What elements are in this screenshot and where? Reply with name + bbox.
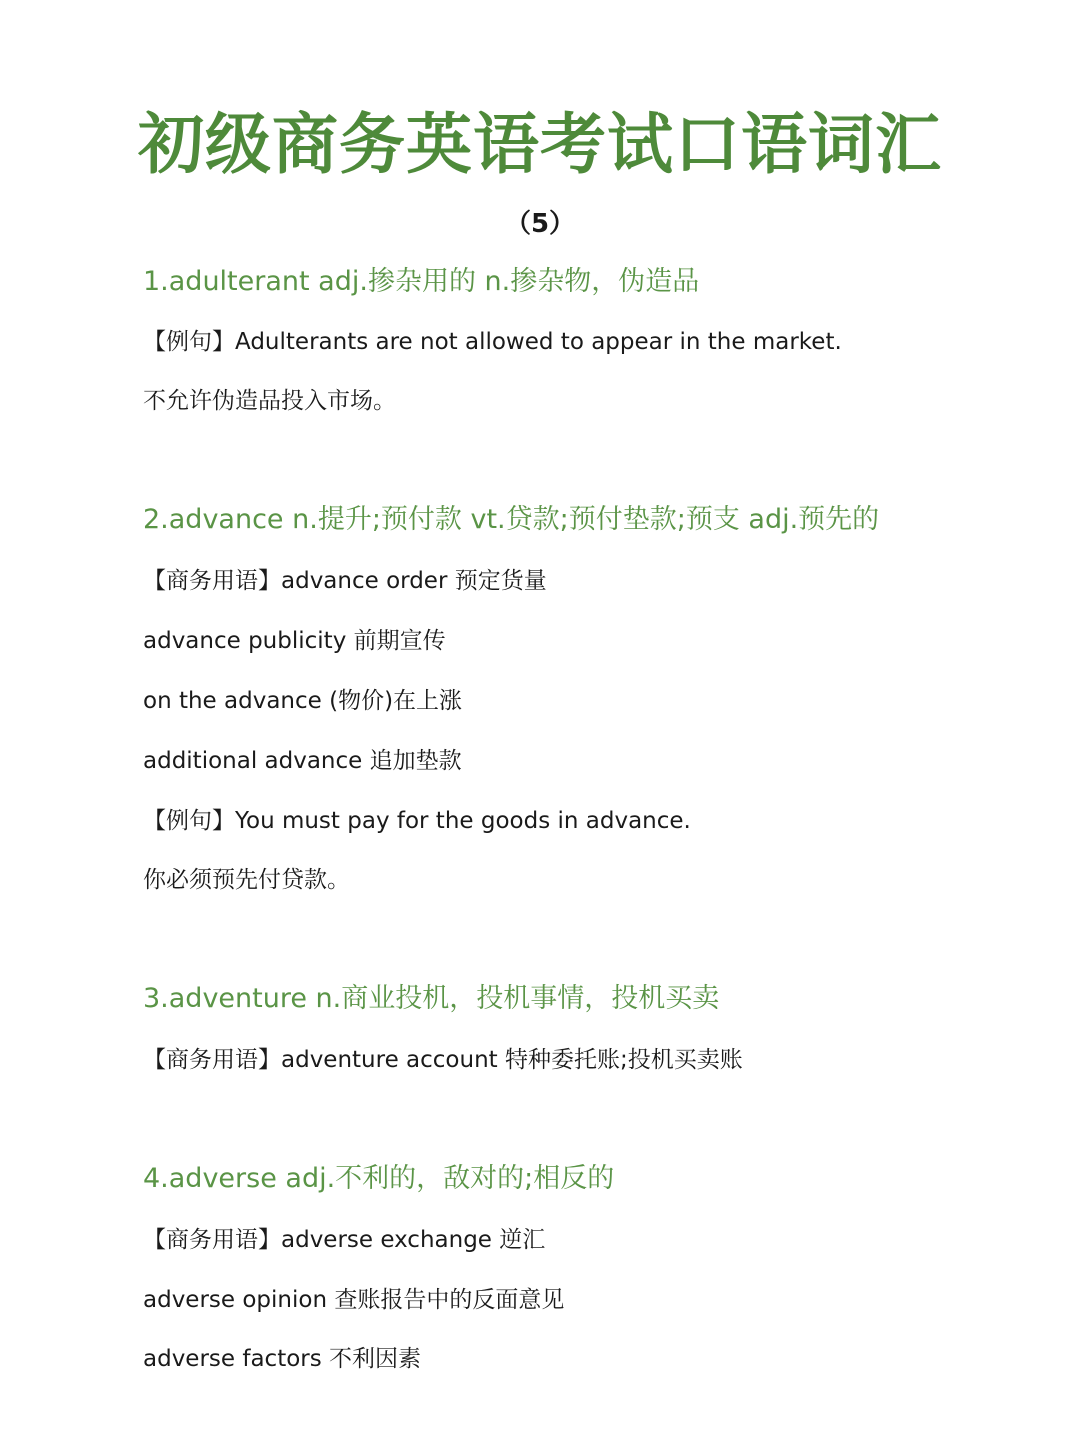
page-title: 初级商务英语考试口语词汇	[138, 106, 942, 183]
business-term: advance publicity 前期宣传	[143, 628, 446, 654]
business-term: 【商务用语】advance order 预定货量	[143, 568, 547, 594]
entry-heading: 3.adventure n.商业投机，投机事情，投机买卖	[143, 983, 720, 1014]
translation: 不允许伪造品投入市场。	[143, 388, 396, 414]
entry-heading: 1.adulterant adj.掺杂用的 n.掺杂物，伪造品	[143, 266, 700, 297]
business-term: 【商务用语】adverse exchange 逆汇	[143, 1227, 546, 1253]
entry-heading: 4.adverse adj.不利的，敌对的;相反的	[143, 1163, 615, 1194]
business-term: 【商务用语】adventure account 特种委托账;投机买卖账	[143, 1047, 743, 1073]
business-term: additional advance 追加垫款	[143, 748, 462, 774]
example-sentence: 【例句】You must pay for the goods in advance.	[143, 808, 691, 834]
example-sentence: 【例句】Adulterants are not allowed to appear in the market.	[143, 329, 842, 355]
translation: 你必须预先付贷款。	[143, 867, 350, 893]
business-term: adverse factors 不利因素	[143, 1346, 422, 1372]
page-subtitle: （5）	[504, 209, 576, 239]
entry-heading: 2.advance n.提升;预付款 vt.贷款;预付垫款;预支 adj.预先的	[143, 504, 880, 535]
business-term: adverse opinion 查账报告中的反面意见	[143, 1287, 565, 1313]
business-term: on the advance (物价)在上涨	[143, 688, 463, 714]
